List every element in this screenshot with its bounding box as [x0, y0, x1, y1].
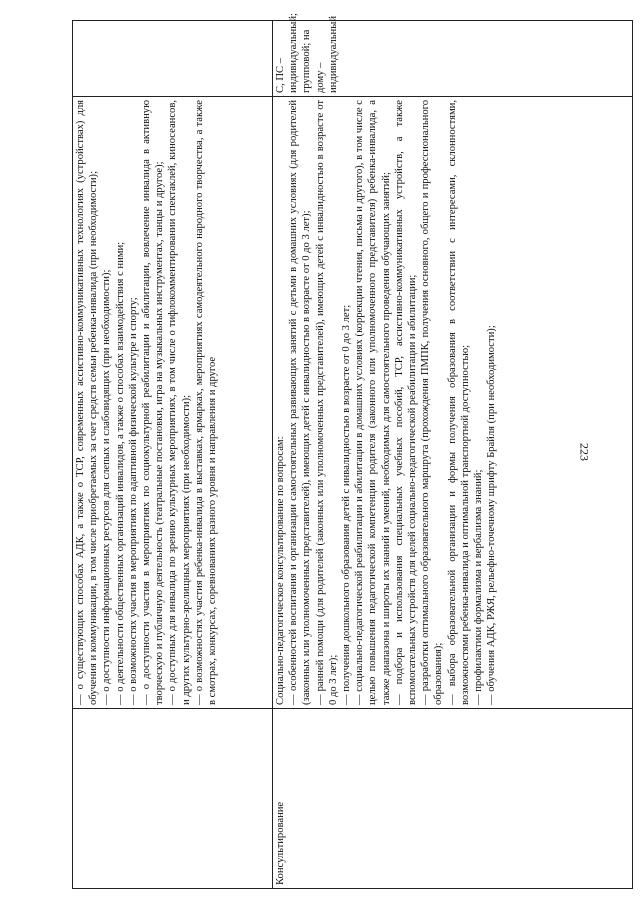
content-line: — о существующих способах АДК, а также о ТСР, современных ассистивно-коммуникативных технологиях (устройствах) для обучения и коммуникации, в том числе приобретаемых за счет средств семьи ребенка-инвалида (при необходимости);: [75, 100, 100, 705]
content-line: Социально-педагогическое консультирование по вопросам:: [275, 436, 286, 705]
content-line: — выбора образовательной организации и формы получения образования в соответствии с интересами, склонностями, возможностями ребенка-инвалида и оптимальной транспортной доступностью;: [446, 100, 471, 705]
content-line: — ранней помощи (для родителей (законных или уполномоченных представителей), имеющих детей с инвалидностью в возрасте от 0 до 3 лет);: [314, 100, 339, 705]
content-line: — профилактики формализма и вербализма знаний;: [473, 469, 485, 705]
service-content-cell: [73, 97, 273, 709]
content-line: — получения дошкольного образования детей с инвалидностью в возрасте от 0 до 3 лет;: [341, 304, 353, 705]
document-table-rotated: [72, 0, 640, 905]
content-line: — о доступности информационных ресурсов для слепых и слабовидящих (при необходимости);: [101, 269, 113, 705]
content-line: — особенностей воспитания и организации самостоятельных развивающих занятий с детьми в домашних условиях (для родителей (законных или уполномоченных представителей), имеющих детей с инвалидностью в возрасте от 0 до 3 лет);: [288, 100, 313, 705]
content-line: — о возможностях участия в мероприятиях по адаптивной физической культуре и спорту;: [127, 297, 139, 705]
content-line: — о доступности участия в мероприятиях по социокультурной реабилитации и абилитации, вовлечение инвалида в активную творческую и публичную деятельность (театральные постановки, игра на музыкальных инструментах, танцы и другое);: [141, 100, 166, 705]
services-table: [72, 13, 633, 889]
content-line: — разработки оптимального образовательного маршрута (прохождения ПМПК, получения основного, общего и профессионального образования);: [420, 100, 445, 705]
table-row: [273, 21, 633, 889]
table-row: [73, 21, 273, 889]
content-line: — социально-педагогической реабилитации и абилитации в домашних условиях (коррекции чтения, письма и другого), в том числе с целью повышения педагогической компетенции родителя (законного или уполномоченного представителя) ребенка-инвалида, а также диапазона и широты их знаний и умений, необходимых для самостоятельного проведения обучающих занятий;: [354, 100, 392, 705]
content-line: — подбора и использования специальных учебных пособий, ТСР, ассистивно-коммуникативных устройств, а также вспомогательных устройств для целей социально-педагогической реабилитации и абилитации;: [393, 100, 419, 705]
service-name-cell: Консультирование: [273, 709, 633, 889]
service-form-cell: С, ПС – индивидуальный; групповой; на дому – индивидуальный: [273, 21, 633, 97]
content-line: — о возможностях участия ребенка-инвалида в выставках, ярмарках, мероприятиях самодеятельного народного творчества, а также в смотрах, конкурсах, соревнованиях разного уровня и направления и другое: [193, 100, 219, 705]
content-line: — о доступных для инвалида по зрению культурных мероприятиях, в том числе о тифлокомментировании спектаклей, киносеансов, и других культурно-зрелищных мероприятиях (при необходимости);: [167, 100, 192, 705]
content-line: — о деятельности общественных организаций инвалидов, а также о способах взаимодействия с ними;: [114, 241, 126, 705]
service-name-cell: [73, 709, 273, 889]
service-content-cell: [273, 97, 633, 709]
page-number: 223: [577, 443, 592, 461]
content-line: — обучения АДК, РЖЯ, рельефно-точечному шрифту Брайля (при необходимости);: [486, 325, 498, 705]
service-form-cell: [73, 21, 273, 97]
